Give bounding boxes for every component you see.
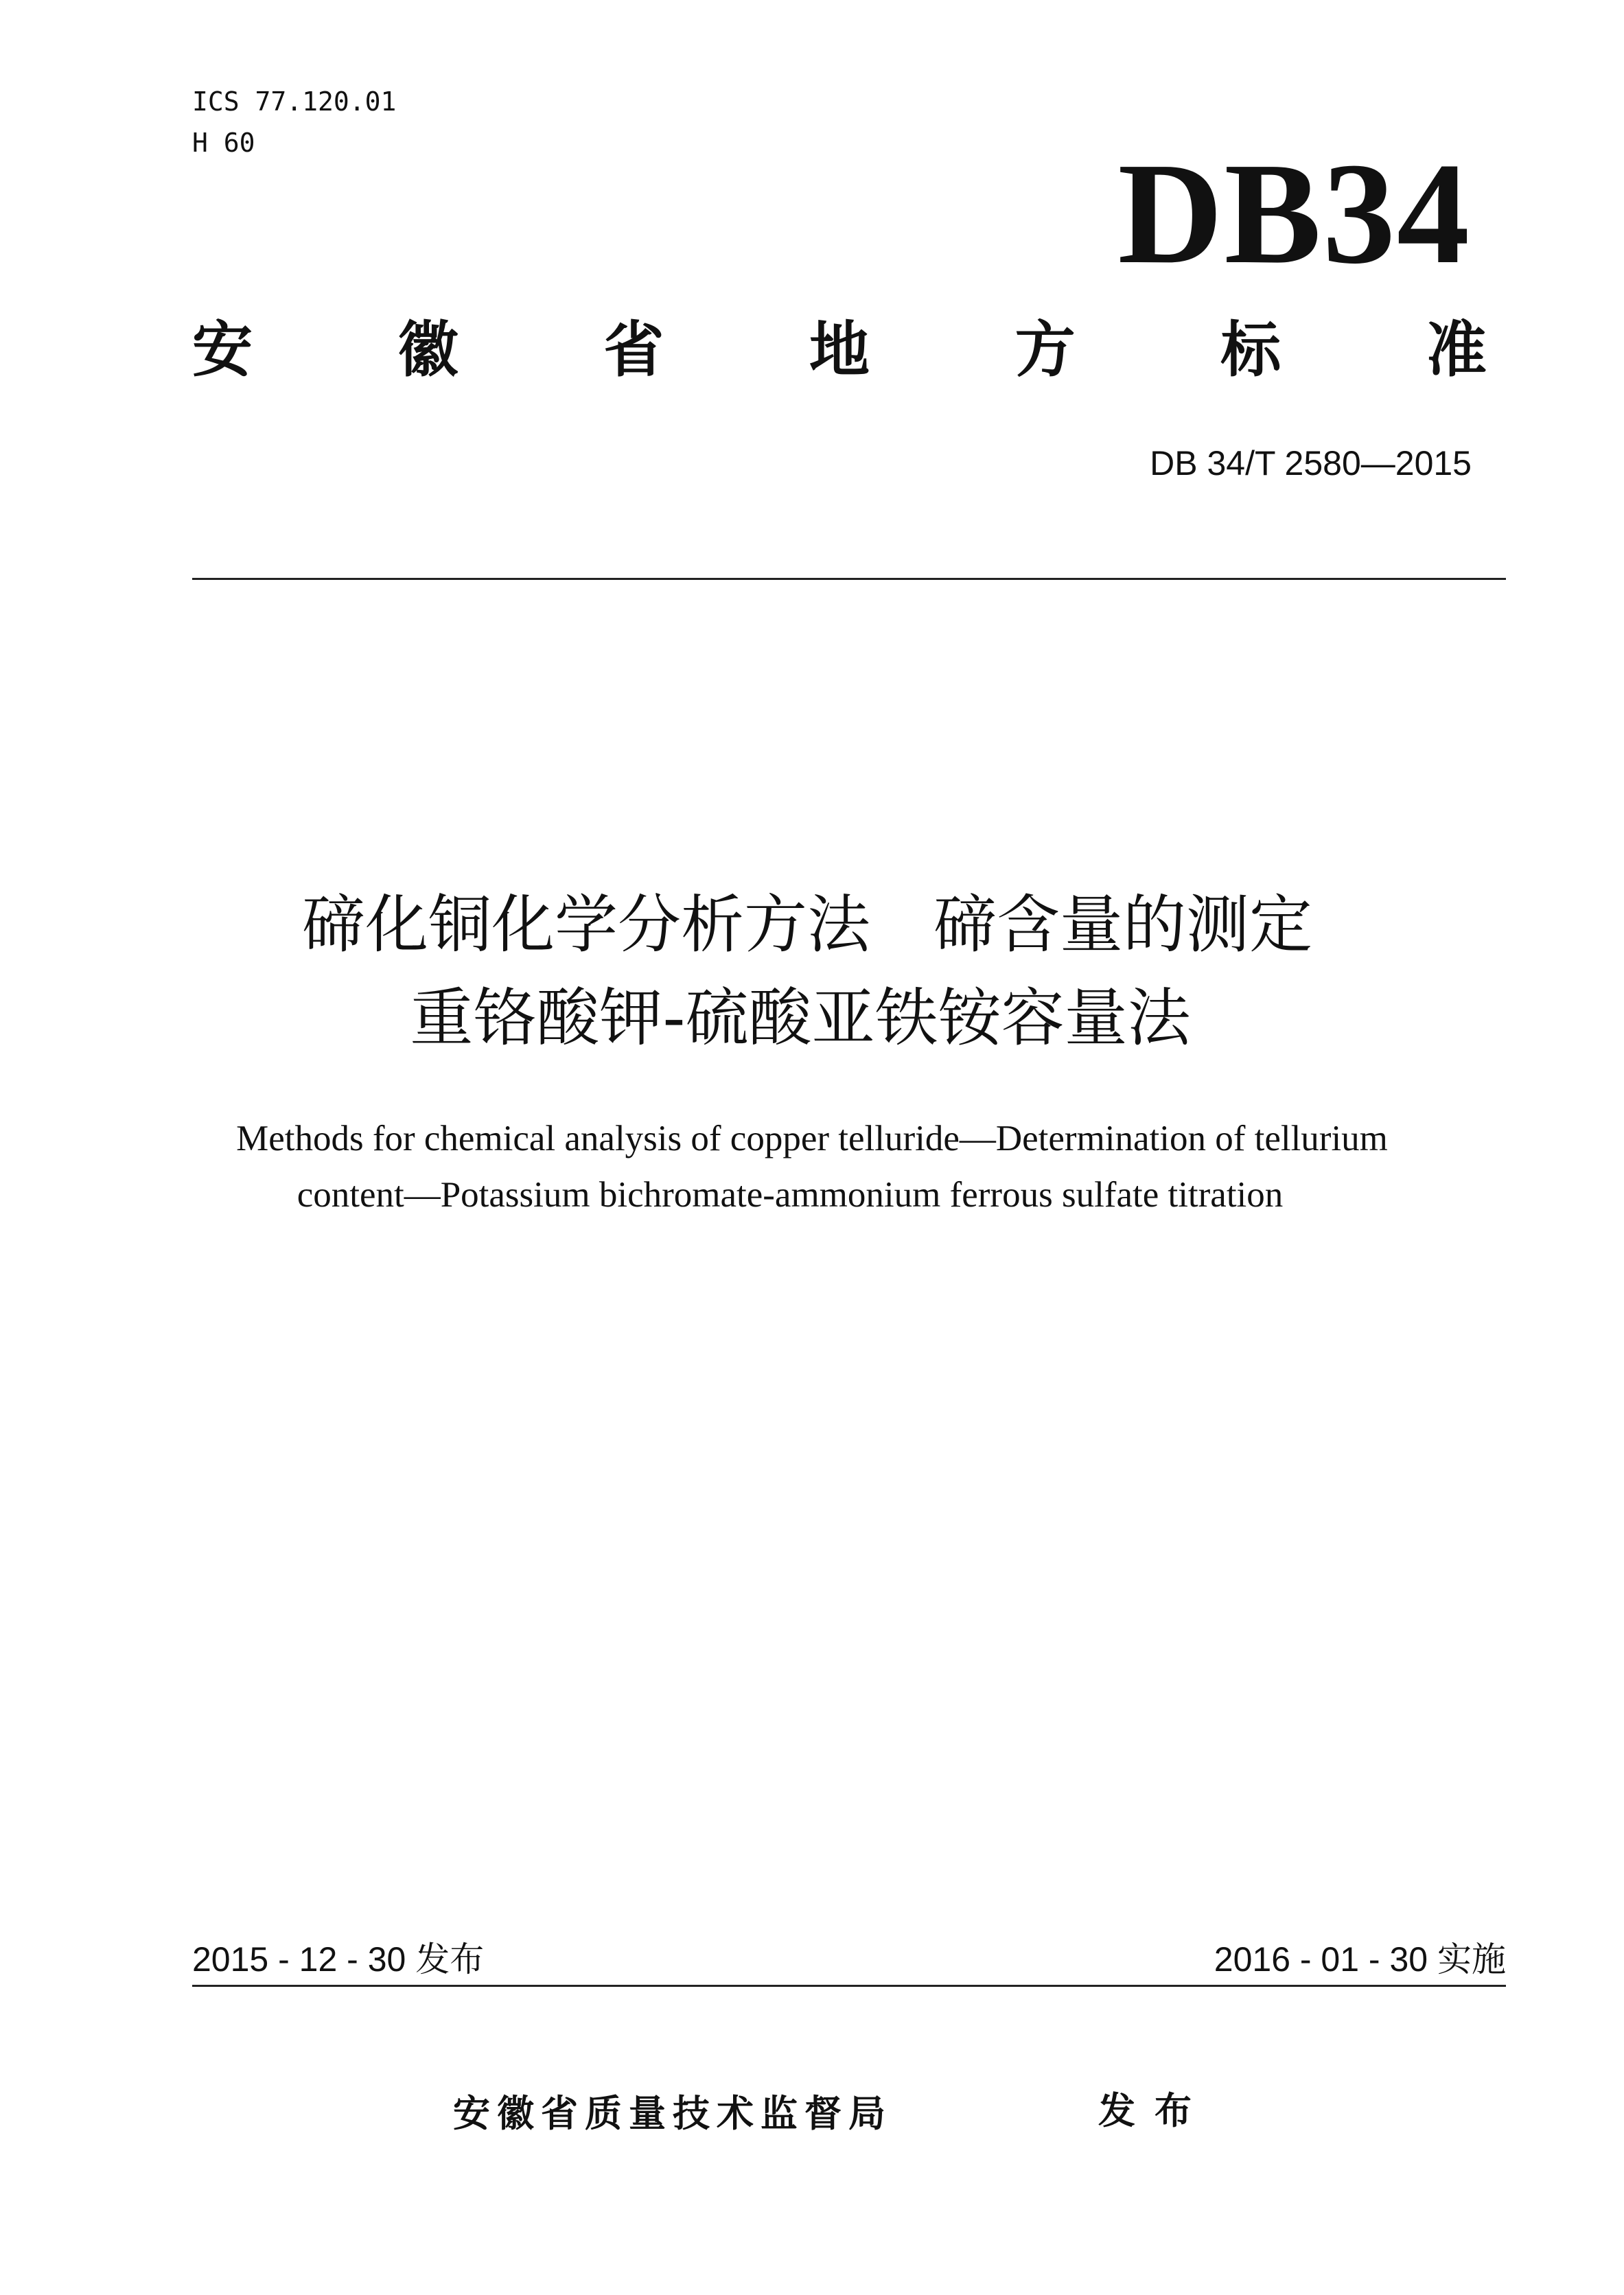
standard-type-char: 徽 bbox=[397, 314, 459, 385]
header-divider bbox=[192, 578, 1506, 580]
issue-date: 2015 - 12 - 30 发布 bbox=[192, 1940, 485, 1979]
chinese-title bbox=[0, 878, 1624, 1065]
standard-type-char: 省 bbox=[603, 314, 664, 385]
standard-type-heading bbox=[192, 316, 1487, 384]
ics-code: ICS 77.120.01 bbox=[192, 86, 397, 117]
implementation-date: 2016 - 01 - 30 实施 bbox=[1214, 1940, 1506, 1979]
english-title bbox=[0, 1110, 1624, 1223]
english-title-line-2: content—Potassium bichromate-ammonium ferrous sulfate titration bbox=[297, 1175, 1284, 1215]
english-title-line-1: Methods for chemical analysis of copper telluride—Determination of tellurium bbox=[236, 1119, 1388, 1158]
standard-logo: DB34 bbox=[1117, 132, 1471, 294]
ccs-code: H 60 bbox=[192, 128, 255, 158]
standard-type-char: 标 bbox=[1220, 314, 1281, 385]
standard-type-char: 安 bbox=[192, 314, 253, 385]
standard-number: DB 34/T 2580—2015 bbox=[1150, 444, 1472, 482]
chinese-title-line-1: 碲化铜化学分析方法 碲含量的测定 bbox=[301, 888, 1312, 962]
standard-type-char: 准 bbox=[1426, 314, 1487, 385]
publish-label: 发布 bbox=[1098, 2089, 1211, 2132]
standard-type-char: 地 bbox=[809, 314, 870, 385]
footer-divider bbox=[192, 1985, 1506, 1987]
classification-codes bbox=[192, 81, 396, 163]
publisher-name: 安徽省质量技术监督局 bbox=[453, 2092, 892, 2135]
chinese-title-line-2: 重铬酸钾-硫酸亚铁铵容量法 bbox=[410, 981, 1191, 1055]
standard-type-char: 方 bbox=[1014, 314, 1076, 385]
